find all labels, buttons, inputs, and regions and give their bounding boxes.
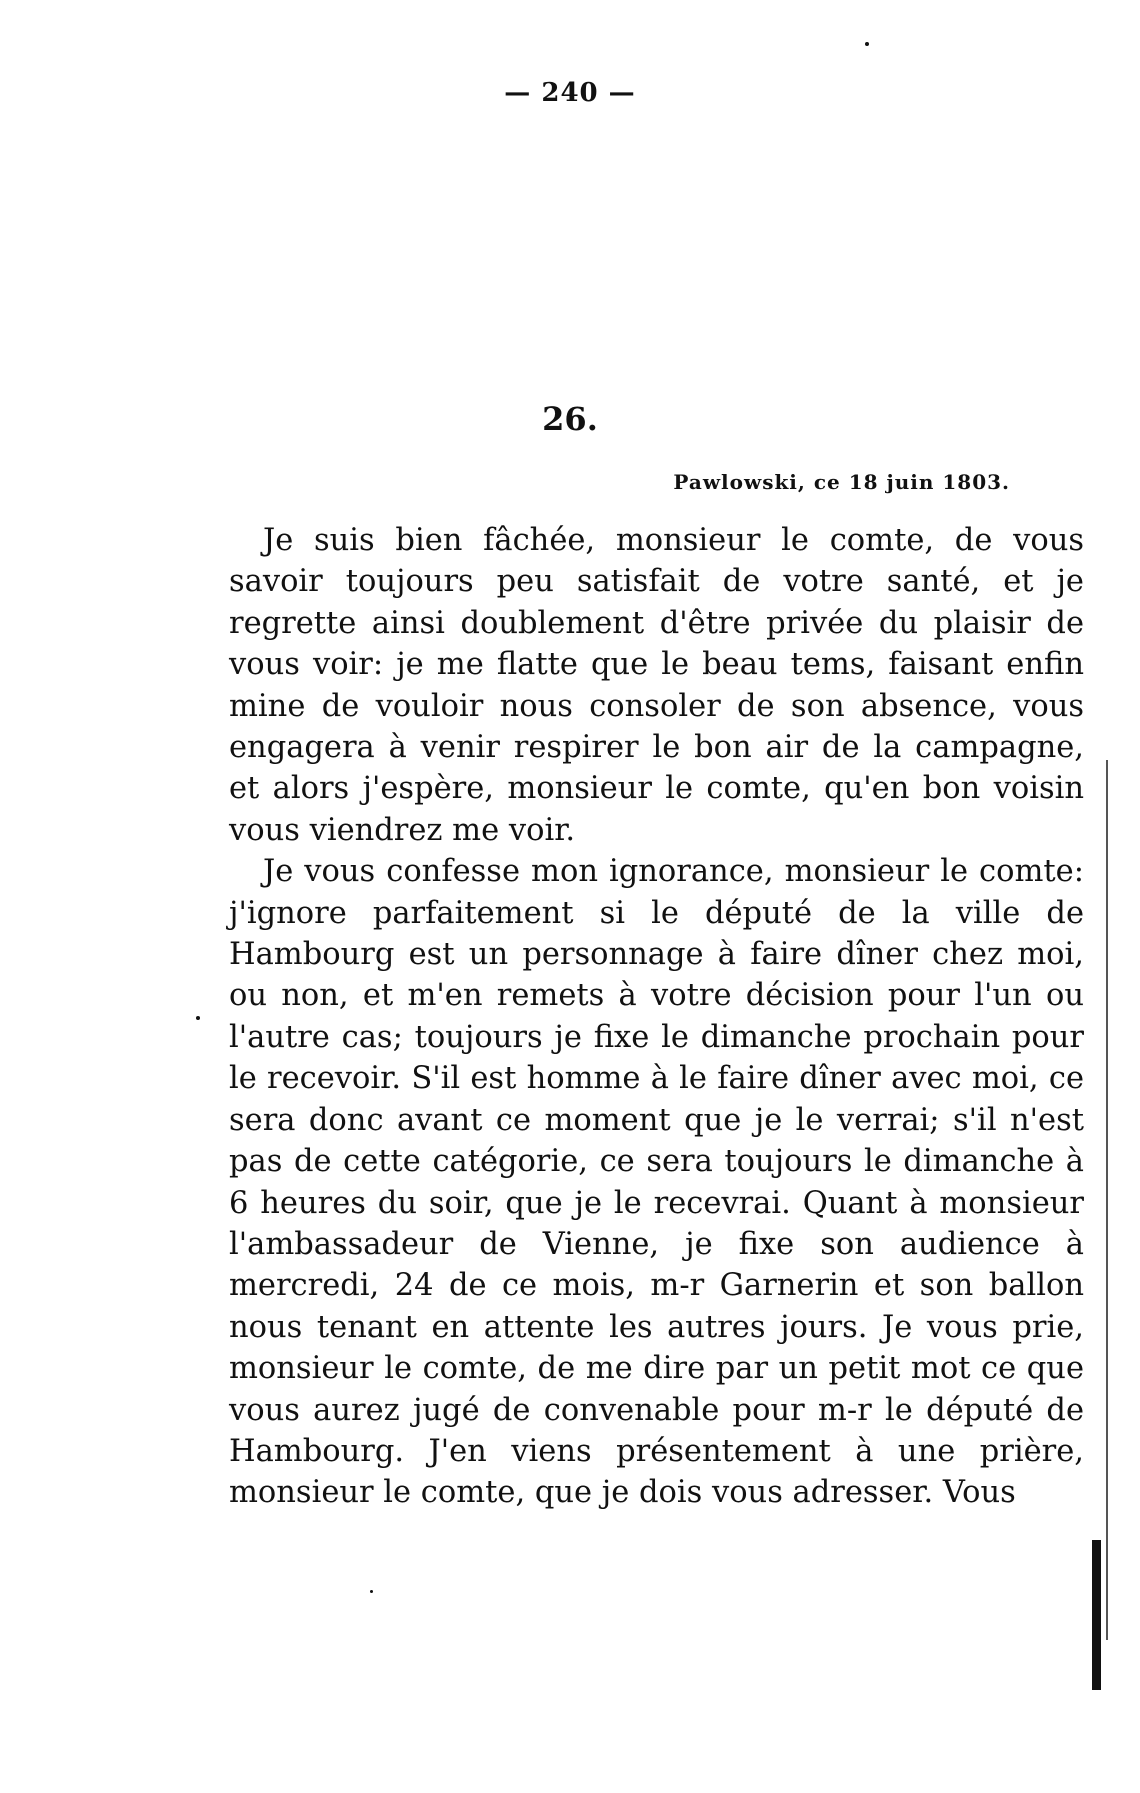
scan-edge-mark bbox=[1092, 1540, 1101, 1690]
letter-body bbox=[229, 520, 1084, 1514]
paragraph-2: Je vous confesse mon ignorance, monsieur le comte: j'ignore parfaitement si le député de la ville de Hambourg est un personnage à faire dîner chez moi, ou non, et m'en remets à votre décision pour l'un ou l'autre cas; toujours je fixe le dimanche prochain pour le recevoir. S'il est homme à le faire dîner avec moi, ce sera donc avant ce moment que je le verrai; s'il n'est pas de cette catégorie, ce sera toujours le dimanche à 6 heures du soir, que je le recevrai. Quant à monsieur l'ambassadeur de Vienne, je fixe son audience à mercredi, 24 de ce mois, m-r Garnerin et son ballon nous tenant en attente les autres jours. Je vous prie, monsieur le comte, de me dire par un petit mot ce que vous aurez jugé de convenable pour m-r le député de Hambourg. J'en viens présentement à une prière, monsieur le comte, que je dois vous adresser. Vous bbox=[229, 854, 1084, 1511]
scan-dot bbox=[196, 1016, 200, 1020]
scan-edge-mark-thin bbox=[1106, 760, 1108, 1640]
letter-number: 26. bbox=[542, 400, 598, 438]
dateline: Pawlowski, ce 18 juin 1803. bbox=[673, 470, 1010, 494]
scan-dot bbox=[865, 42, 869, 46]
scan-dot bbox=[370, 1590, 373, 1593]
paragraph-1: Je suis bien fâchée, monsieur le comte, de vous savoir toujours peu satisfait de votre santé, et je regrette ainsi doublement d'être privée du plaisir de vous voir: je me flatte que le beau tems, faisant enfin mine de vouloir nous consoler de son absence, vous engagera à venir respirer le bon air de la campagne, et alors j'espère, monsieur le comte, qu'en bon voisin vous viendrez me voir. bbox=[229, 523, 1084, 848]
page-number: — 240 — bbox=[504, 78, 636, 108]
